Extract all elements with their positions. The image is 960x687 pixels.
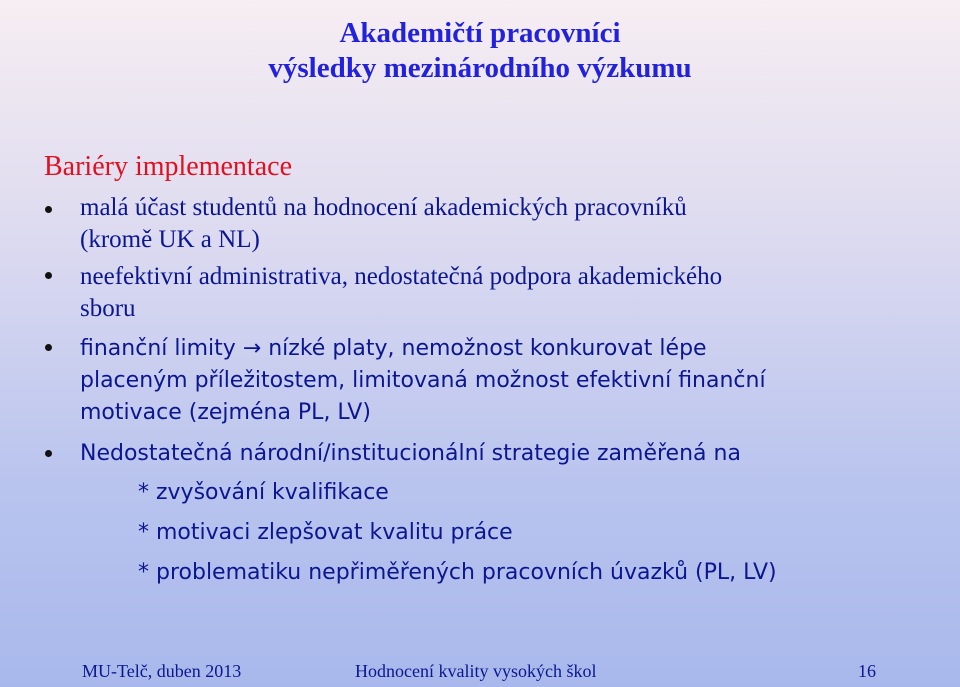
bullet-dot-icon <box>45 344 52 351</box>
sub-item-2: * motivaci zlepšovat kvalitu práce <box>138 520 513 545</box>
slide-title-line-1: Akademičtí pracovníci <box>339 17 621 49</box>
bullet-item-2-line-1: neefektivní administrativa, nedostatečná podpora akademického <box>80 263 723 290</box>
bullet-dot-icon <box>45 272 52 279</box>
sub-item-1: * zvyšování kvalifikace <box>138 480 389 505</box>
bullet-item-1-line-2: (kromě UK a NL) <box>80 226 260 253</box>
bullet-item-3-line-2: placeným příležitostem, limitovaná možnost efektivní finanční <box>80 368 766 393</box>
bullet-dot-icon <box>45 450 52 457</box>
footer-left: MU-Telč, duben 2013 <box>82 661 242 681</box>
footer-center: Hodnocení kvality vysokých škol <box>355 661 597 681</box>
bullet-dot-icon <box>45 206 52 213</box>
bullet-item-3-line-3: motivace (zejména PL, LV) <box>80 400 371 425</box>
right-arrow-icon: → <box>242 336 262 361</box>
bullet-item-3-text-after-arrow: nízké platy, nemožnost konkurovat lépe <box>268 336 707 361</box>
bullet-item-1 <box>80 192 687 256</box>
slide-title-line-2: výsledky mezinárodního výzkumu <box>268 52 692 84</box>
sub-item-3: * problematiku nepřiměřených pracovních úvazků (PL, LV) <box>138 560 777 585</box>
bullet-item-3 <box>80 333 766 429</box>
bullet-item-3-line-1 <box>80 333 766 365</box>
bullet-item-4-line-1: Nedostatečná národní/institucionální strategie zaměřená na <box>80 441 741 466</box>
bullet-item-3-text-before-arrow: finanční limity <box>80 336 236 361</box>
bullet-item-2 <box>80 261 722 325</box>
bullet-item-1-line-1: malá účast studentů na hodnocení akademických pracovníků <box>80 194 687 221</box>
slide-title <box>0 16 960 86</box>
section-heading: Bariéry implementace <box>44 151 292 182</box>
bullet-item-4 <box>80 438 741 470</box>
page-number: 16 <box>858 661 876 681</box>
bullet-item-2-line-2: sboru <box>80 295 136 322</box>
